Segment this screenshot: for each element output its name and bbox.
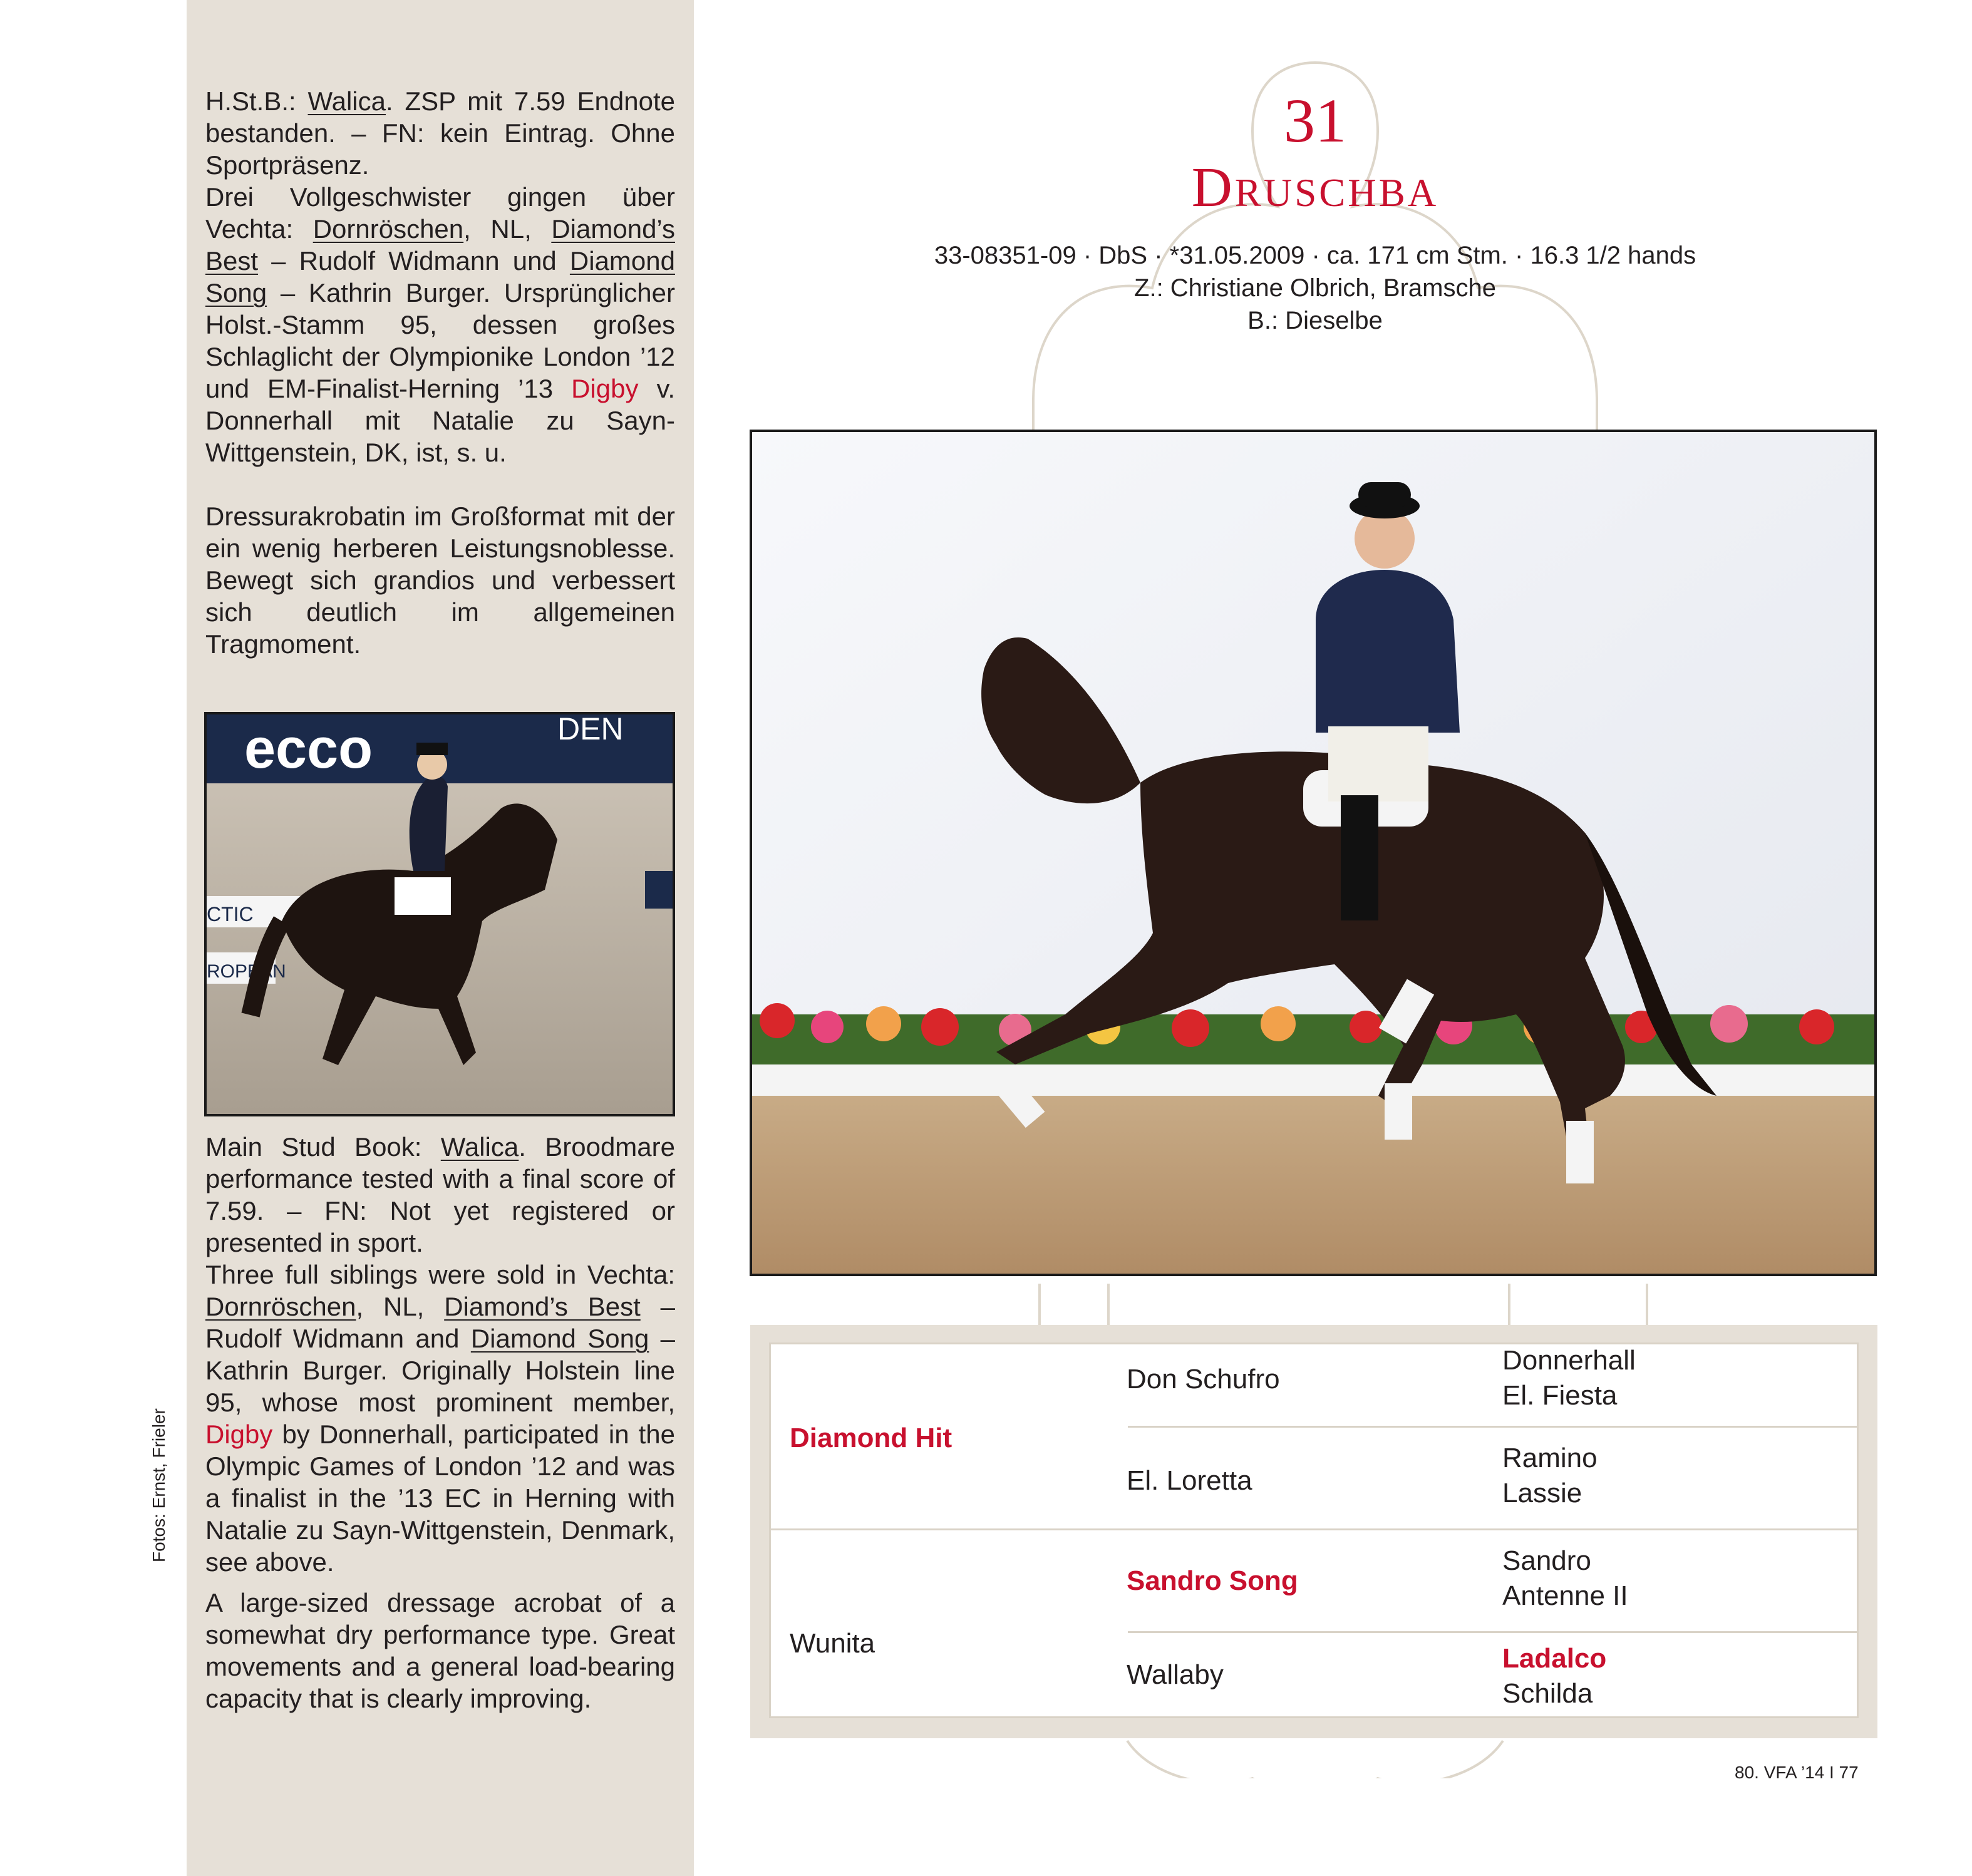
- competition-scene: [207, 714, 673, 1114]
- horse-details: 33-08351-09 · DbS · *31.05.2009 · ca. 171 cm Stm. · 16.3 1/2 hands: [934, 242, 1696, 269]
- text: , NL,: [356, 1292, 445, 1321]
- english-description: [205, 1131, 675, 1714]
- sibling-name: Dornröschen: [312, 214, 464, 244]
- main-horse-photo: [750, 430, 1877, 1276]
- pedigree-dam-dam: Wallaby: [1127, 1659, 1224, 1690]
- german-paragraph-1: [205, 85, 675, 181]
- arena-board-text: ROPEAN: [207, 961, 286, 982]
- banner-logo: ecco: [244, 718, 373, 780]
- horse-rider-scene: [752, 432, 1874, 1274]
- english-paragraph-3: A large-sized dressage acrobat of a somewhat dry performance type. Great movements and a general load-bearing capacity that is clearly improving.: [205, 1588, 675, 1713]
- photo-credit: Fotos: Ernst, Frieler: [149, 1408, 168, 1562]
- text: – Rudolf Widmann und: [258, 246, 570, 276]
- pedigree-table: [769, 1343, 1859, 1718]
- highlight-name: Digby: [205, 1420, 273, 1449]
- text: Drei Vollgeschwister gingen über Vechta:: [205, 182, 675, 244]
- divider: [771, 1528, 1857, 1530]
- breeder-line: Z.: Christiane Olbrich, Bramsche: [1134, 274, 1496, 302]
- text: . ZSP mit 7.59 Endnote bestanden. – FN: kein Eintrag. Ohne Sportpräsenz.: [205, 86, 675, 180]
- sibling-name: Dornröschen: [205, 1292, 356, 1321]
- dressage-competition-photo: [204, 712, 675, 1116]
- pedigree-dam: Wunita: [790, 1628, 875, 1659]
- pedigree-dam-sire-dam: Antenne II: [1502, 1580, 1628, 1611]
- pedigree-sire-sire-sire: Donnerhall: [1502, 1345, 1636, 1376]
- german-paragraph-2: [205, 181, 675, 468]
- english-paragraph-1: [205, 1131, 675, 1259]
- sibling-name: Diamond Song: [470, 1324, 649, 1353]
- pedigree-dam-dam-sire: Ladalco: [1502, 1643, 1607, 1674]
- pedigree-dam-sire-sire: Sandro: [1502, 1545, 1591, 1576]
- horse-name: Druschba: [1191, 157, 1439, 219]
- text: H.St.B.:: [205, 86, 308, 116]
- text: – Kathrin Burger. Ursprünglicher Holst.-Stamm 95, dessen großes Schlaglicht der Olympionike London ’12 und EM-Finalist-Herning ’13: [205, 278, 675, 403]
- pedigree-sire: Diamond Hit: [790, 1423, 952, 1453]
- dam-name-link: Walica: [307, 86, 386, 116]
- pedigree-dam-dam-dam: Schilda: [1502, 1678, 1593, 1709]
- english-paragraph-2: [205, 1259, 675, 1578]
- page-folio: 80. VFA ’14 I 77: [1735, 1763, 1859, 1782]
- text: – Rudolf Widmann and: [205, 1292, 675, 1353]
- text: v. Donnerhall mit Natalie zu Sayn-Wittgenstein, DK, ist, s. u.: [205, 374, 675, 467]
- text: . Broodmare performance tested with a final score of 7.59. – FN: Not yet registered or presented in sport.: [205, 1132, 675, 1257]
- text: Three full siblings were sold in Vechta:: [205, 1260, 675, 1289]
- pedigree-sire-dam-dam: Lassie: [1502, 1478, 1582, 1508]
- owner-line: B.: Dieselbe: [1247, 307, 1383, 334]
- highlight-name: Digby: [571, 374, 639, 403]
- text: , NL,: [463, 214, 552, 244]
- text: – Kathrin Burger. Originally Holstein line 95, whose most prominent member,: [205, 1324, 676, 1417]
- dam-name-link: Walica: [440, 1132, 519, 1162]
- banner-text: DEN: [557, 714, 624, 746]
- pedigree-sire-sire-dam: El. Fiesta: [1502, 1380, 1618, 1411]
- divider: [1128, 1631, 1857, 1633]
- pedigree-dam-sire: Sandro Song: [1127, 1565, 1298, 1596]
- divider: [1128, 1426, 1857, 1428]
- pedigree-sire-sire: Don Schufro: [1127, 1364, 1280, 1394]
- sibling-name: Diamond’s Best: [205, 214, 675, 276]
- pedigree-sire-dam: El. Loretta: [1127, 1465, 1252, 1496]
- german-paragraph-3: Dressurakrobatin im Großformat mit der ein wenig herberen Leistungsnoblesse. Bewegt sich grandios und verbessert sich deutlich im allgemeinen Tragmoment.: [205, 502, 675, 659]
- pedigree-sire-dam-sire: Ramino: [1502, 1443, 1598, 1473]
- sibling-name: Diamond’s Best: [444, 1292, 641, 1321]
- sibling-name: Diamond Song: [205, 246, 675, 307]
- text: Main Stud Book:: [205, 1132, 441, 1162]
- text: by Donnerhall, participated in the Olympic Games of London ’12 and was a finalist in the ’13 EC in Herning with Natalie zu Sayn-Wittgenstein, Denmark, see above.: [205, 1420, 675, 1577]
- german-description: [205, 85, 675, 660]
- arena-board-text: CTIC: [207, 903, 254, 925]
- lot-number: 31: [1284, 86, 1346, 155]
